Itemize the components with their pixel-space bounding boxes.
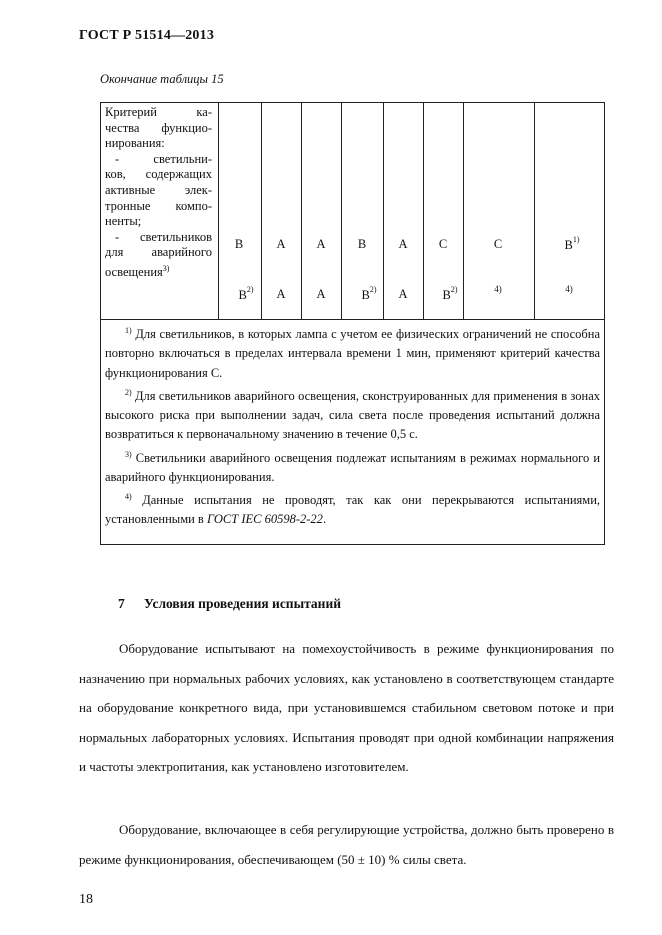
value-cell: A xyxy=(398,237,408,251)
criterion-cell xyxy=(105,105,212,281)
value-text: B xyxy=(238,288,247,303)
criterion-line: ненты; xyxy=(105,214,142,229)
criterion-line: чества функцио- xyxy=(105,120,212,135)
note-end: . xyxy=(322,512,327,527)
criterion-line-text: освещения xyxy=(105,265,163,280)
criterion-line: активные элек- xyxy=(105,182,212,197)
note-4 xyxy=(105,487,600,530)
value-cell-with-note xyxy=(430,287,470,303)
note-marker: 2) xyxy=(125,387,132,397)
column-divider xyxy=(341,103,342,319)
value-text: B xyxy=(442,288,451,303)
footnote-ref: 3) xyxy=(162,263,170,273)
criterion-line: - светильников xyxy=(115,229,212,244)
value-cell: A xyxy=(316,237,326,251)
note-marker: 1) xyxy=(125,326,132,335)
paragraph-2: Оборудование, включающее в себя регулирующие устройства, должно быть проверено в режиме функционирования, обеспечивающем (50 ± 10) % силы света. xyxy=(79,822,614,867)
footnote-ref: 2) xyxy=(369,285,377,294)
note-text: Данные испытания не проводят, так как они перекрываются испытаниями, установленными в xyxy=(105,493,601,527)
note-3 xyxy=(105,445,600,488)
note-text: Для светильников, в которых лампа с учетом ее физических ограничений не способна повторно включаться в пределах интервала времени 1 мин, применяют критерий качества функционирования С. xyxy=(105,327,601,380)
value-cell-note: 4) xyxy=(565,284,573,294)
value-cell-with-note xyxy=(349,287,389,303)
table-caption: Окончание таблицы 15 xyxy=(100,72,224,86)
note-1 xyxy=(105,321,600,383)
value-cell-with-note xyxy=(552,237,592,253)
value-cell: A xyxy=(276,237,286,251)
value-cell-note: 4) xyxy=(494,284,502,294)
note-marker: 4) xyxy=(125,492,132,502)
section-heading xyxy=(118,596,341,612)
value-text: B xyxy=(361,288,370,303)
note-text: Для светильников аварийного освещения, сконструированных для применения в зонах высокого риска при выполнении задач, сила света после проведения испытаний должна возвратиться к первоначальному значению в течение 0,5 с. xyxy=(105,388,600,442)
table-notes xyxy=(105,321,600,530)
value-cell: B xyxy=(234,237,244,251)
value-cell: A xyxy=(276,287,286,301)
value-cell: B xyxy=(357,237,367,251)
section-title: Условия проведения испытаний xyxy=(144,596,342,611)
document-header: ГОСТ Р 51514—2013 xyxy=(79,28,215,43)
column-divider xyxy=(534,103,535,319)
column-divider xyxy=(301,103,302,319)
note-2 xyxy=(105,383,600,445)
criterion-line: - светильни- xyxy=(115,151,212,166)
section-number: 7 xyxy=(118,596,125,611)
criterion-line: тронные компо- xyxy=(105,198,212,213)
column-divider xyxy=(218,103,219,319)
criterion-line: нирования: xyxy=(105,136,165,151)
criterion-line: для аварийного xyxy=(105,245,212,260)
row-divider xyxy=(101,319,604,320)
paragraph-1: Оборудование испытывают на помехоустойчивость в режиме функционирования по назначению при нормальных рабочих условиях, как установлено в соответствующем стандарте на оборудование конкретного вида, при установившемся стабильном световом потоке и при нормальных лабораторных условиях. Испытания проводят при одной комбинации напряжения и частоты электропитания, как установлено изготовителем. xyxy=(79,641,614,774)
value-cell-with-note xyxy=(226,287,266,303)
page-number: 18 xyxy=(79,892,93,907)
criterion-line xyxy=(105,261,212,281)
value-text: B xyxy=(564,238,573,253)
standard-reference: ГОСТ IEC 60598-2-22 xyxy=(206,512,323,527)
table-15-end xyxy=(100,102,605,545)
value-cell: A xyxy=(316,287,326,301)
value-cell: C xyxy=(438,237,448,251)
note-text: Светильники аварийного освещения подлежат испытаниям в режимах нормального и аварийного функционирования. xyxy=(105,450,601,484)
value-cell: A xyxy=(398,287,408,301)
footnote-ref: 2) xyxy=(246,285,254,294)
value-cell: C xyxy=(493,237,503,251)
note-marker: 3) xyxy=(125,449,132,459)
criterion-line: ков, содержащих xyxy=(105,167,212,182)
footnote-ref: 2) xyxy=(450,285,458,294)
column-divider xyxy=(423,103,424,319)
criterion-line: Критерий ка- xyxy=(105,105,212,119)
footnote-ref: 1) xyxy=(572,235,580,244)
